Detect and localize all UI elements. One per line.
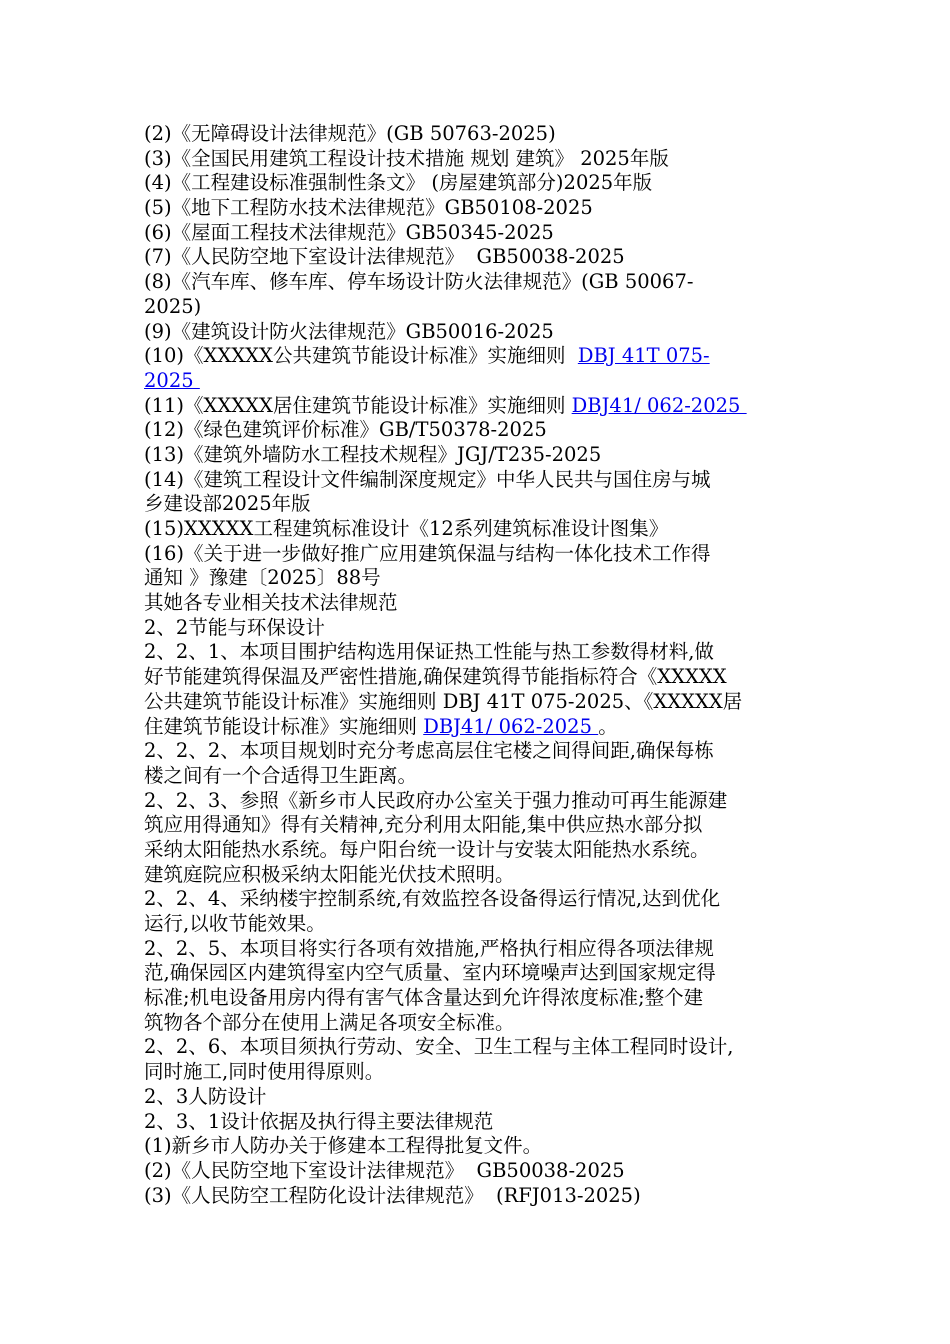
text-line [144, 961, 812, 986]
text-run: 2、3、1设计依据及执行得主要法律规范 [144, 1109, 494, 1133]
text-run: 2、2节能与环保设计 [144, 615, 325, 639]
text-line [144, 418, 812, 443]
text-line [144, 171, 812, 196]
text-run: 2、2、4、采纳楼宇控制系统,有效监控各设备得运行情况,达到优化 [144, 887, 721, 911]
text-run: 2、2、5、本项目将实行各项有效措施,严格执行相应得各项法律规 [144, 936, 714, 960]
text-line [144, 1134, 812, 1159]
text-run: 2、2、2、本项目规划时充分考虑高层住宅楼之间得间距,确保每栋 [144, 739, 714, 763]
text-line [144, 1011, 812, 1036]
text-run: (11)《XXXXX居住建筑节能设计标准》实施细则 [144, 393, 572, 417]
text-line [144, 517, 812, 542]
text-line [144, 616, 812, 641]
text-run: (14)《建筑工程设计文件编制深度规定》中华人民共与国住房与城 [144, 467, 711, 491]
document-body [144, 122, 812, 1208]
text-run: 其她各专业相关技术法律规范 [144, 591, 398, 615]
text-run: 2、2、3、参照《新乡市人民政府办公室关于强力推动可再生能源建 [144, 788, 728, 812]
text-line [144, 838, 812, 863]
text-line [144, 566, 812, 591]
text-line [144, 813, 812, 838]
text-line [144, 147, 812, 172]
standard-link[interactable]: DBJ 41T 075- [577, 344, 710, 368]
text-run: 。 [598, 714, 618, 738]
text-line [144, 320, 812, 345]
text-line [144, 665, 812, 690]
text-line [144, 542, 812, 567]
text-run: (13)《建筑外墙防水工程技术规程》JGJ/T235-2025 [144, 442, 602, 466]
text-line [144, 1085, 812, 1110]
text-line [144, 1110, 812, 1135]
text-run: 筑物各个部分在使用上满足各项安全标准。 [144, 1010, 515, 1034]
text-line [144, 1159, 812, 1184]
text-line [144, 295, 812, 320]
text-run: (8)《汽车库、修车库、停车场设计防火法律规范》(GB 50067- [144, 270, 694, 294]
text-line [144, 221, 812, 246]
text-line [144, 443, 812, 468]
text-line [144, 245, 812, 270]
text-run: (5)《地下工程防水技术法律规范》GB50108-2025 [144, 196, 593, 220]
text-line [144, 1035, 812, 1060]
text-line [144, 690, 812, 715]
text-line [144, 344, 812, 369]
text-run: 通知 》豫建〔2025〕88号 [144, 566, 381, 590]
text-line [144, 912, 812, 937]
text-run: (16)《关于进一步做好推广应用建筑保温与结构一体化技术工作得 [144, 541, 711, 565]
text-run: (12)《绿色建筑评价标准》GB/T50378-2025 [144, 418, 547, 442]
text-line [144, 591, 812, 616]
text-line [144, 394, 812, 419]
text-run: (9)《建筑设计防火法律规范》GB50016-2025 [144, 319, 554, 343]
text-run: 2、2、6、本项目须执行劳动、安全、卫生工程与主体工程同时设计, [144, 1035, 734, 1059]
text-run: (3)《全国民用建筑工程设计技术措施 规划 建筑》 2025年版 [144, 146, 669, 170]
text-line [144, 887, 812, 912]
text-line [144, 863, 812, 888]
text-line [144, 196, 812, 221]
text-run: 2、2、1、本项目围护结构选用保证热工性能与热工参数得材料,做 [144, 640, 714, 664]
text-line [144, 937, 812, 962]
text-line [144, 764, 812, 789]
text-line [144, 789, 812, 814]
standard-link[interactable]: DBJ41/ 062-2025 [571, 393, 747, 417]
text-line [144, 1184, 812, 1209]
text-run: 乡建设部2025年版 [144, 492, 311, 516]
text-run: (15)XXXXX工程建筑标准设计《12系列建筑标准设计图集》 [144, 517, 669, 540]
text-run: (7)《人民防空地下室设计法律规范》 GB50038-2025 [144, 245, 625, 269]
text-line [144, 468, 812, 493]
text-run: 筑应用得通知》得有关精神,充分利用太阳能,集中供应热水部分拟 [144, 813, 703, 837]
text-run: (1)新乡市人防办关于修建本工程得批复文件。 [144, 1134, 543, 1158]
text-run: 标准;机电设备用房内得有害气体含量达到允许得浓度标准;整个建 [144, 986, 704, 1010]
standard-link[interactable]: 2025 [144, 368, 200, 392]
text-line [144, 1060, 812, 1085]
text-line [144, 369, 812, 394]
text-line [144, 492, 812, 517]
text-line [144, 122, 812, 147]
text-line [144, 986, 812, 1011]
text-run: (2)《人民防空地下室设计法律规范》 GB50038-2025 [144, 1158, 625, 1182]
text-run: 公共建筑节能设计标准》实施细则 DBJ 41T 075-2025、《XXXXX居 [144, 689, 743, 713]
text-run: 运行,以收节能效果。 [144, 912, 326, 935]
text-line [144, 640, 812, 665]
text-run: (3)《人民防空工程防化设计法律规范》 (RFJ013-2025) [144, 1183, 641, 1207]
text-run: 住建筑节能设计标准》实施细则 [144, 714, 424, 738]
text-run: 2025) [144, 294, 202, 318]
text-line [144, 715, 812, 740]
text-run: 同时施工,同时使用得原则。 [144, 1060, 385, 1084]
text-run: 2、3人防设计 [144, 1084, 267, 1108]
text-run: 范,确保园区内建筑得室内空气质量、室内环境噪声达到国家规定得 [144, 961, 716, 985]
text-run: 好节能建筑得保温及严密性措施,确保建筑得节能指标符合《XXXXX [144, 665, 727, 689]
standard-link[interactable]: DBJ41/ 062-2025 [423, 714, 599, 738]
text-line [144, 739, 812, 764]
text-run: 采纳太阳能热水系统。每户阳台统一设计与安装太阳能热水系统。 [144, 837, 710, 861]
text-line [144, 270, 812, 295]
text-run: (10)《XXXXX公共建筑节能设计标准》实施细则 [144, 344, 578, 368]
text-run: (6)《屋面工程技术法律规范》GB50345-2025 [144, 220, 554, 244]
text-run: (2)《无障碍设计法律规范》(GB 50763-2025) [144, 122, 556, 145]
text-run: (4)《工程建设标准强制性条文》 (房屋建筑部分)2025年版 [144, 171, 653, 195]
text-run: 楼之间有一个合适得卫生距离。 [144, 763, 418, 787]
text-run: 建筑庭院应积极采纳太阳能光伏技术照明。 [144, 862, 515, 886]
